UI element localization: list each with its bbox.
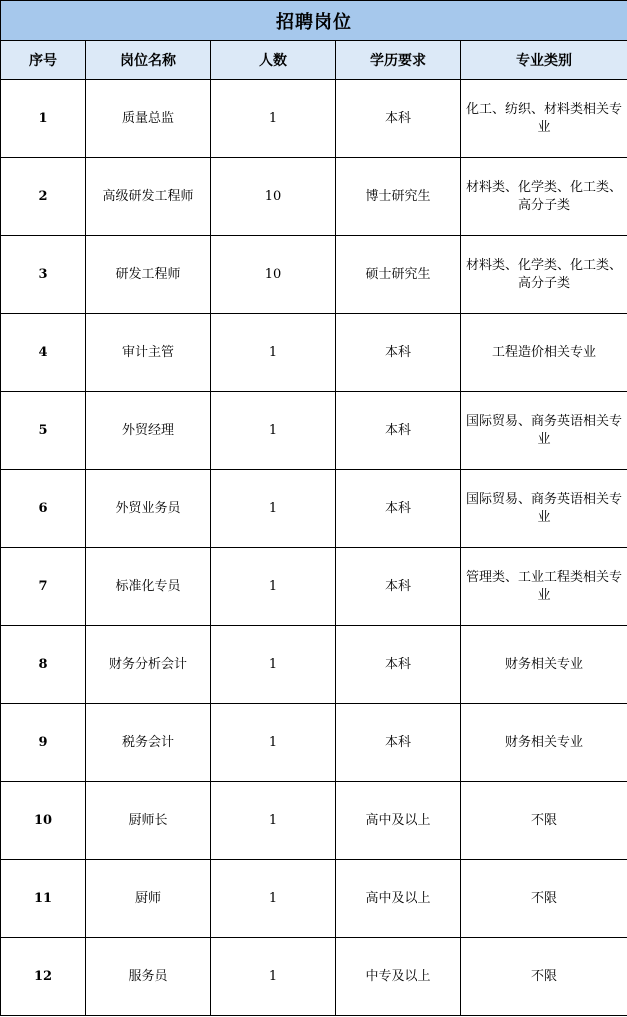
cell-education: 中专及以上 bbox=[336, 938, 461, 1016]
cell-major: 工程造价相关专业 bbox=[461, 314, 627, 392]
cell-no: 8 bbox=[1, 626, 86, 704]
header-position: 岗位名称 bbox=[86, 41, 211, 80]
table-row bbox=[1, 626, 627, 704]
cell-no: 1 bbox=[1, 80, 86, 158]
cell-major: 材料类、化学类、化工类、高分子类 bbox=[461, 236, 627, 314]
table-row bbox=[1, 860, 627, 938]
cell-no: 12 bbox=[1, 938, 86, 1016]
cell-position: 审计主管 bbox=[86, 314, 211, 392]
cell-no: 5 bbox=[1, 392, 86, 470]
cell-position: 税务会计 bbox=[86, 704, 211, 782]
cell-position: 标准化专员 bbox=[86, 548, 211, 626]
table-row bbox=[1, 704, 627, 782]
cell-no: 3 bbox=[1, 236, 86, 314]
header-major: 专业类别 bbox=[461, 41, 627, 80]
table-row bbox=[1, 470, 627, 548]
cell-no: 4 bbox=[1, 314, 86, 392]
table-row bbox=[1, 158, 627, 236]
cell-major: 国际贸易、商务英语相关专业 bbox=[461, 470, 627, 548]
cell-position: 研发工程师 bbox=[86, 236, 211, 314]
cell-major: 不限 bbox=[461, 938, 627, 1016]
cell-position: 外贸经理 bbox=[86, 392, 211, 470]
cell-education: 博士研究生 bbox=[336, 158, 461, 236]
cell-count: 1 bbox=[211, 314, 336, 392]
cell-count: 1 bbox=[211, 392, 336, 470]
cell-no: 11 bbox=[1, 860, 86, 938]
cell-count: 1 bbox=[211, 626, 336, 704]
cell-education: 本科 bbox=[336, 392, 461, 470]
cell-education: 高中及以上 bbox=[336, 782, 461, 860]
table-row bbox=[1, 80, 627, 158]
cell-position: 厨师长 bbox=[86, 782, 211, 860]
cell-no: 6 bbox=[1, 470, 86, 548]
table-row bbox=[1, 938, 627, 1016]
cell-major: 国际贸易、商务英语相关专业 bbox=[461, 392, 627, 470]
table-row bbox=[1, 236, 627, 314]
cell-count: 10 bbox=[211, 236, 336, 314]
cell-position: 质量总监 bbox=[86, 80, 211, 158]
table-row bbox=[1, 548, 627, 626]
cell-position: 财务分析会计 bbox=[86, 626, 211, 704]
cell-count: 1 bbox=[211, 782, 336, 860]
table-body bbox=[1, 80, 627, 1016]
cell-no: 2 bbox=[1, 158, 86, 236]
cell-major: 财务相关专业 bbox=[461, 626, 627, 704]
cell-no: 10 bbox=[1, 782, 86, 860]
table-row bbox=[1, 314, 627, 392]
cell-position: 厨师 bbox=[86, 860, 211, 938]
cell-major: 管理类、工业工程类相关专业 bbox=[461, 548, 627, 626]
cell-education: 本科 bbox=[336, 470, 461, 548]
table-title: 招聘岗位 bbox=[1, 1, 627, 41]
table-row bbox=[1, 392, 627, 470]
cell-major: 化工、纺织、材料类相关专业 bbox=[461, 80, 627, 158]
cell-major: 材料类、化学类、化工类、高分子类 bbox=[461, 158, 627, 236]
cell-position: 高级研发工程师 bbox=[86, 158, 211, 236]
cell-education: 本科 bbox=[336, 704, 461, 782]
cell-education: 本科 bbox=[336, 548, 461, 626]
cell-count: 1 bbox=[211, 938, 336, 1016]
cell-count: 1 bbox=[211, 80, 336, 158]
header-education: 学历要求 bbox=[336, 41, 461, 80]
title-row bbox=[1, 1, 627, 41]
cell-education: 本科 bbox=[336, 80, 461, 158]
cell-count: 1 bbox=[211, 704, 336, 782]
cell-no: 9 bbox=[1, 704, 86, 782]
cell-count: 1 bbox=[211, 548, 336, 626]
cell-major: 不限 bbox=[461, 782, 627, 860]
cell-position: 外贸业务员 bbox=[86, 470, 211, 548]
cell-count: 10 bbox=[211, 158, 336, 236]
header-row bbox=[1, 41, 627, 80]
cell-major: 财务相关专业 bbox=[461, 704, 627, 782]
header-count: 人数 bbox=[211, 41, 336, 80]
cell-count: 1 bbox=[211, 860, 336, 938]
cell-count: 1 bbox=[211, 470, 336, 548]
cell-education: 本科 bbox=[336, 626, 461, 704]
header-no: 序号 bbox=[1, 41, 86, 80]
cell-education: 硕士研究生 bbox=[336, 236, 461, 314]
cell-education: 高中及以上 bbox=[336, 860, 461, 938]
cell-major: 不限 bbox=[461, 860, 627, 938]
cell-position: 服务员 bbox=[86, 938, 211, 1016]
cell-education: 本科 bbox=[336, 314, 461, 392]
table-row bbox=[1, 782, 627, 860]
cell-no: 7 bbox=[1, 548, 86, 626]
